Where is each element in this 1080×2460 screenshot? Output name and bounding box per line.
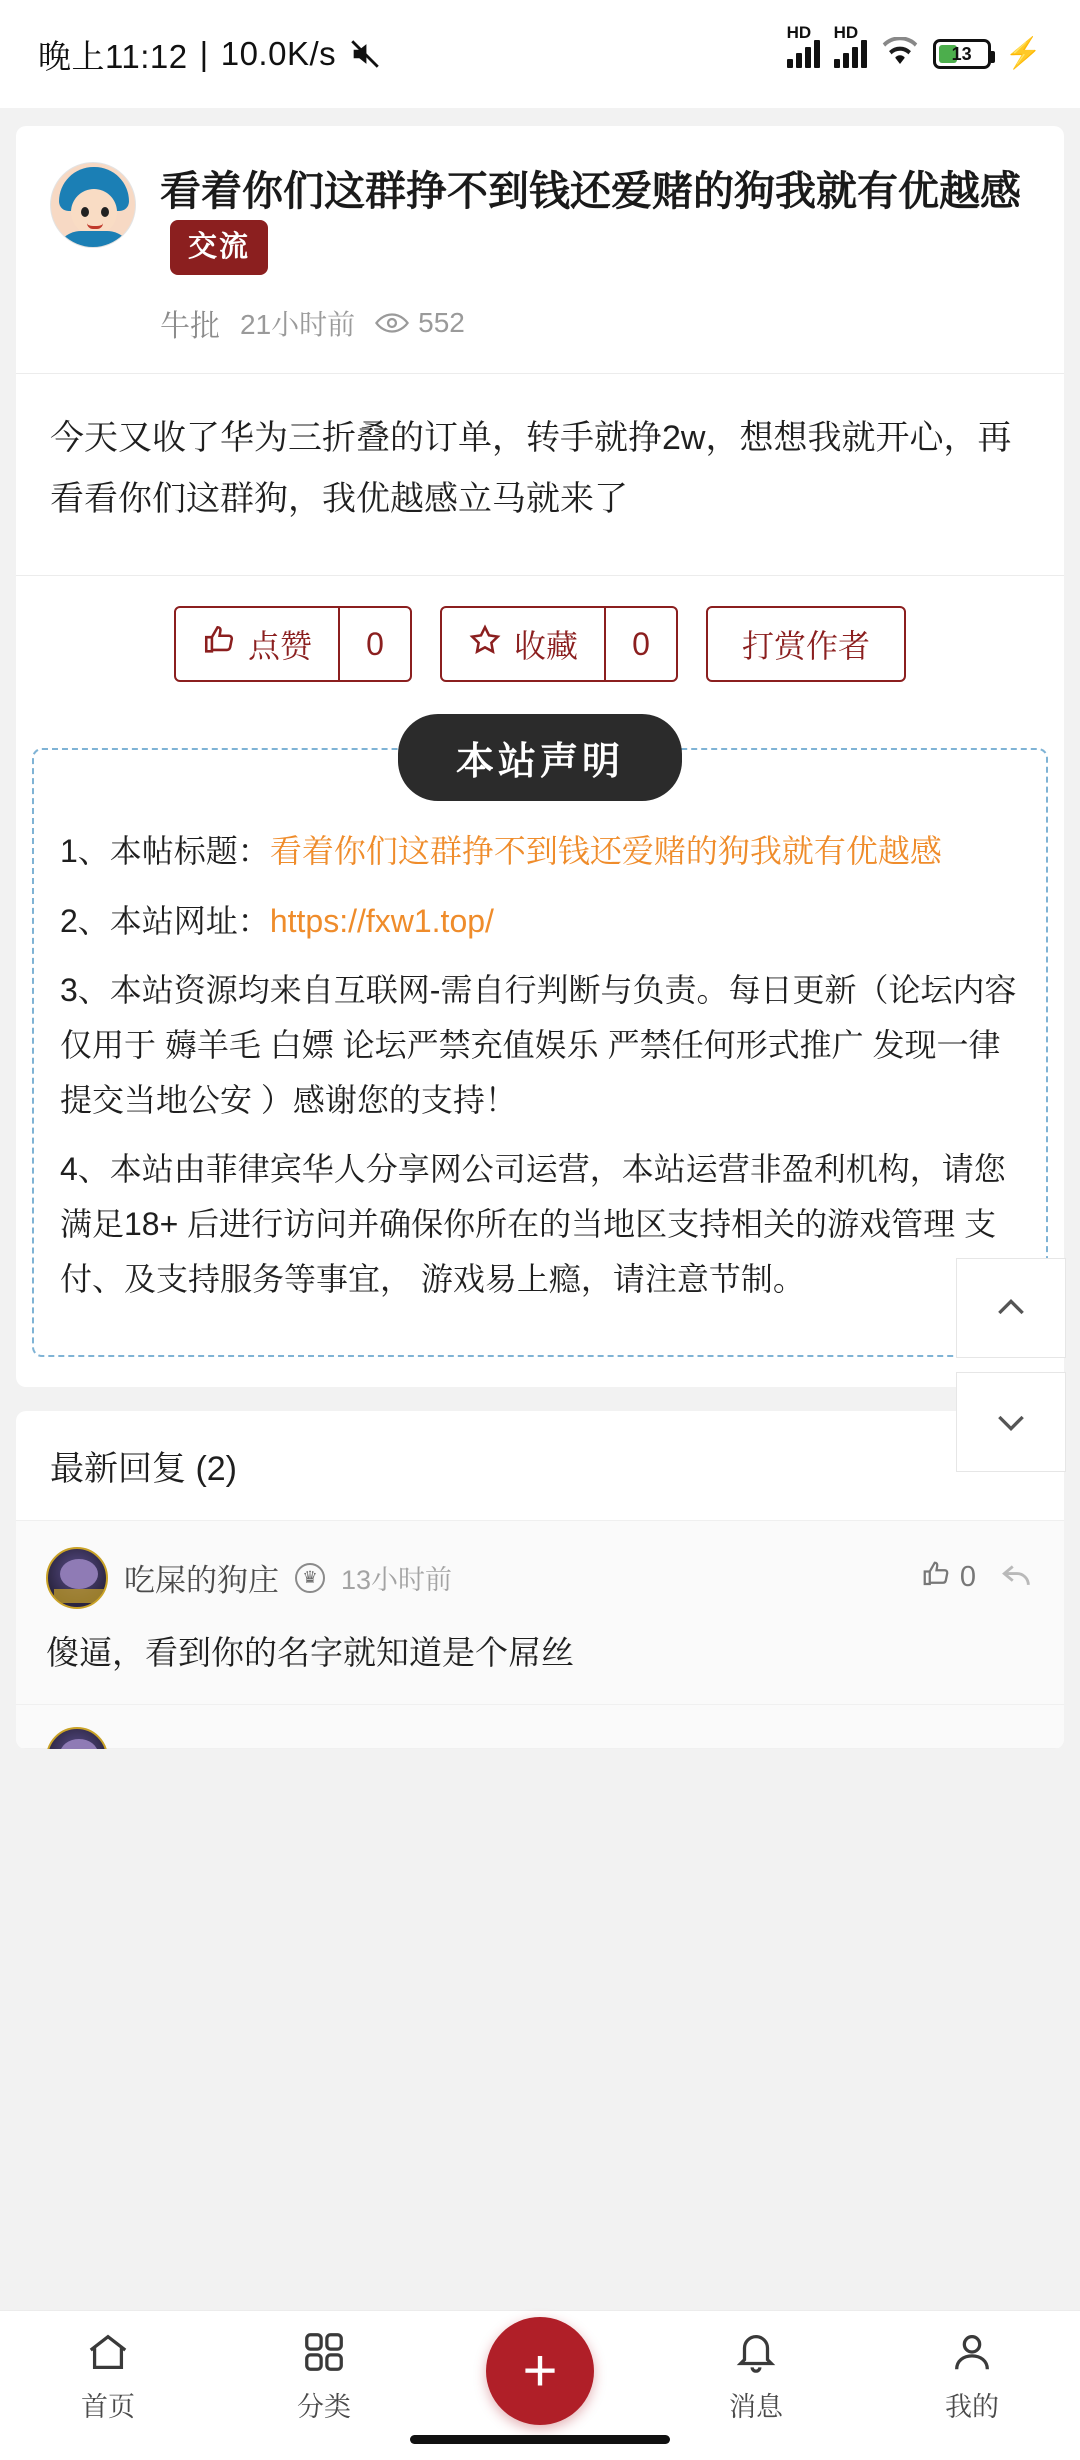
- reply-like-count: 0: [959, 1561, 976, 1594]
- reward-label: 打赏作者: [742, 628, 871, 665]
- favorite-button[interactable]: [440, 606, 678, 682]
- list-item[interactable]: [16, 1521, 1064, 1705]
- status-left-group: [38, 31, 382, 78]
- scroll-to-top-button[interactable]: [956, 1258, 1066, 1358]
- post-body: 今天又收了华为三折叠的订单，转手就挣2w，想想我就开心，再看看你们这群狗，我优越感立马就来了: [16, 374, 1064, 576]
- post-actions: [16, 576, 1064, 712]
- post-card: [16, 126, 1064, 1387]
- statement-title: 本站声明: [398, 714, 682, 801]
- hd-label-1: HD: [786, 23, 812, 42]
- reply-header: [46, 1547, 1034, 1609]
- reply-like-button[interactable]: [921, 1559, 976, 1597]
- post-time: 21小时前: [240, 309, 356, 341]
- chevron-up-icon: [991, 1288, 1031, 1328]
- like-button[interactable]: [174, 606, 412, 682]
- favorite-label: 收藏: [513, 628, 578, 665]
- avatar[interactable]: [46, 1547, 108, 1609]
- nav-item-home[interactable]: [0, 2329, 216, 2424]
- site-url-link[interactable]: https://fxw1.top/: [269, 902, 494, 939]
- favorite-count: 0: [604, 608, 676, 680]
- post-meta: [160, 301, 1030, 345]
- avatar[interactable]: [46, 1727, 108, 1749]
- home-icon: [85, 2329, 131, 2375]
- battery-icon: [933, 39, 991, 69]
- home-indicator: [410, 2435, 670, 2444]
- scroll-content[interactable]: [0, 108, 1080, 2310]
- like-label: 点赞: [247, 628, 312, 665]
- statement-line-1-highlight: 看着你们这群挣不到钱还爱赌的狗我就有优越感: [269, 833, 942, 870]
- site-statement: [32, 741, 1048, 1356]
- reply-arrow-icon[interactable]: [1000, 1560, 1034, 1595]
- grid-icon: [301, 2329, 347, 2375]
- verified-badge-icon: ♛: [295, 1563, 325, 1593]
- eye-icon: [375, 311, 409, 335]
- nav-item-messages[interactable]: [648, 2329, 864, 2424]
- bottom-navigation: [0, 2310, 1080, 2460]
- mute-icon: [348, 37, 382, 71]
- status-separator: |: [199, 35, 209, 72]
- view-count-group: [375, 307, 465, 339]
- statement-line-2-prefix: 2、本站网址：: [60, 902, 270, 939]
- nav-item-label: 分类: [297, 2392, 351, 2422]
- statement-line-4: 4、本站由菲律宾华人分享网公司运营，本站运营非盈利机构，请您满足18+ 后进行访问并确保你所在的当地区支持相关的游戏管理 支付、及支持服务等事宜， 游戏易上瘾，请注意节制。: [60, 1150, 1006, 1297]
- statement-line-1: [60, 824, 1020, 879]
- star-icon: [468, 623, 502, 665]
- bell-icon: [733, 2329, 779, 2375]
- avatar[interactable]: [50, 162, 136, 248]
- status-bar: [0, 0, 1080, 108]
- battery-percent: 13: [951, 43, 972, 64]
- post-author[interactable]: 牛批: [160, 310, 220, 344]
- view-count: 552: [418, 307, 465, 339]
- status-badge: 交流: [170, 220, 268, 275]
- add-post-button[interactable]: +: [486, 2317, 594, 2425]
- reply-time: 13小时前: [341, 1565, 453, 1596]
- nav-item-label: 我的: [945, 2392, 999, 2422]
- scroll-buttons: [956, 1258, 1066, 1472]
- like-count: 0: [338, 608, 410, 680]
- replies-header: 最新回复 (2): [16, 1411, 1064, 1521]
- nav-item-label: 消息: [729, 2392, 783, 2422]
- chevron-down-icon: [991, 1402, 1031, 1442]
- charging-icon: ⚡: [1004, 37, 1042, 70]
- reply-author[interactable]: 吃屎的狗庄: [124, 1563, 279, 1599]
- statement-line-3: 3、本站资源均来自互联网-需自行判断与负责。每日更新（论坛内容仅用于 薅羊毛 白嫖 论坛严禁充值娱乐 严禁任何形式推广 发现一律提交当地公安 ）感谢您的支持！: [60, 971, 1017, 1118]
- post-title-text: 看着你们这群挣不到钱还爱赌的狗我就有优越感: [160, 168, 1021, 214]
- nav-item-category[interactable]: [216, 2329, 432, 2424]
- person-icon: [949, 2329, 995, 2375]
- hd-label-2: HD: [833, 23, 859, 42]
- statement-line-1-prefix: 1、本帖标题：: [60, 833, 270, 870]
- status-right-group: [786, 23, 1042, 72]
- signal-1-icon: [786, 23, 820, 68]
- thumbs-up-icon: [921, 1559, 951, 1597]
- signal-2-icon: [833, 23, 867, 68]
- nav-item-profile[interactable]: [864, 2329, 1080, 2424]
- network-speed: 10.0K/s: [220, 35, 337, 72]
- post-header: [16, 126, 1064, 374]
- nav-item-label: 首页: [81, 2392, 135, 2422]
- status-time: 晚上11:12: [38, 37, 188, 75]
- reward-author-button[interactable]: [706, 606, 906, 682]
- list-item[interactable]: [16, 1705, 1064, 1749]
- reply-actions: [921, 1559, 1034, 1597]
- statement-wrapper: [16, 712, 1064, 1356]
- thumbs-up-icon: [202, 623, 236, 665]
- wifi-icon: [881, 37, 919, 72]
- reply-text: 傻逼，看到你的名字就知道是个屌丝: [46, 1633, 574, 1671]
- replies-section: [16, 1411, 1064, 1749]
- page-title: [160, 162, 1030, 279]
- statement-line-2: [60, 894, 1020, 949]
- scroll-to-bottom-button[interactable]: [956, 1372, 1066, 1472]
